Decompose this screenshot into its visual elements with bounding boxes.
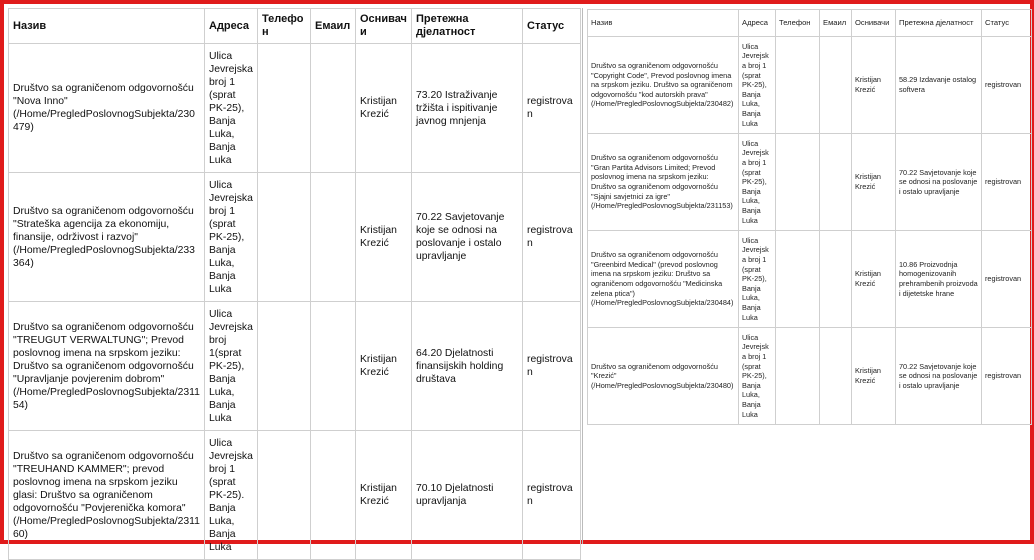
company-founders: Kristijan Krezić	[852, 134, 896, 231]
company-phone	[258, 44, 311, 173]
company-activity: 70.22 Savjetovanje koje se odnosi na poslovanje i ostalo upravljanje	[896, 134, 982, 231]
company-status: registrovan	[982, 231, 1032, 328]
company-address: Ulica Jevrejska broj 1 (sprat PK-25). Banja Luka, Banja Luka	[205, 431, 258, 560]
company-email	[311, 173, 356, 302]
company-address: Ulica Jevrejska broj 1 (sprat PK-25), Banja Luka, Banja Luka	[739, 328, 776, 425]
company-name-link[interactable]: Društvo sa ograničenom odgovornošću "Strateška agencija za ekonomiju, finansije, održivost i razvoj" (/Home/PregledPoslovnogSubjekta/233364)	[9, 173, 205, 302]
company-founders: Kristijan Krezić	[852, 231, 896, 328]
company-name-link[interactable]: Društvo sa ograničenom odgovornošću "Gran Partita Advisors Limited; Prevod poslovnog imena na srpskom jeziku: Društvo sa ograničenom odgovornošću "Sjajni savjetnici za igre" (/Home/PregledPoslovnogSubjekta/231153)	[588, 134, 739, 231]
left-registry-table	[8, 8, 581, 560]
table-row	[588, 134, 1032, 231]
table-header-row	[588, 10, 1032, 37]
company-address: Ulica Jevrejska broj 1 (sprat PK-25), Banja Luka, Banja Luka	[739, 134, 776, 231]
right-registry-panel	[587, 9, 1033, 427]
table-header-row	[9, 9, 581, 44]
header-status[interactable]: Статус	[523, 9, 581, 44]
company-phone	[776, 134, 820, 231]
table-row	[9, 173, 581, 302]
table-row	[588, 37, 1032, 134]
company-phone	[258, 431, 311, 560]
company-activity: 70.22 Savjetovanje koje se odnosi na poslovanje i ostalo upravljanje	[896, 328, 982, 425]
company-activity: 70.10 Djelatnosti upravljanja	[412, 431, 523, 560]
header-activity[interactable]: Претежна дјелатност	[896, 10, 982, 37]
company-activity: 73.20 Istraživanje tržišta i ispitivanje javnog mnjenja	[412, 44, 523, 173]
header-status[interactable]: Статус	[982, 10, 1032, 37]
company-phone	[776, 328, 820, 425]
header-phone[interactable]: Телефон	[776, 10, 820, 37]
company-status: registrovan	[523, 44, 581, 173]
company-phone	[776, 231, 820, 328]
company-status: registrovan	[982, 134, 1032, 231]
company-email	[820, 231, 852, 328]
header-name[interactable]: Назив	[588, 10, 739, 37]
company-email	[311, 431, 356, 560]
company-founders: Kristijan Krezić	[356, 431, 412, 560]
company-address: Ulica Jevrejska broj 1 (sprat PK-25), Banja Luka, Banja Luka	[205, 44, 258, 173]
right-registry-table	[587, 9, 1032, 425]
company-phone	[258, 302, 311, 431]
company-email	[311, 44, 356, 173]
company-status: registrovan	[523, 173, 581, 302]
header-founders[interactable]: Оснивачи	[852, 10, 896, 37]
company-email	[820, 328, 852, 425]
company-activity: 64.20 Djelatnosti finansijskih holding društava	[412, 302, 523, 431]
table-row	[9, 44, 581, 173]
company-founders: Kristijan Krezić	[356, 44, 412, 173]
company-address: Ulica Jevrejska broj 1(sprat PK-25), Banja Luka, Banja Luka	[205, 302, 258, 431]
company-status: registrovan	[523, 431, 581, 560]
company-founders: Kristijan Krezić	[852, 328, 896, 425]
header-address[interactable]: Адреса	[739, 10, 776, 37]
company-address: Ulica Jevrejska broj 1 (sprat PK-25), Banja Luka, Banja Luka	[739, 37, 776, 134]
company-name-link[interactable]: Društvo sa ograničenom odgovornošću "Nova Inno" (/Home/PregledPoslovnogSubjekta/230479)	[9, 44, 205, 173]
table-row	[588, 328, 1032, 425]
table-row	[9, 302, 581, 431]
company-email	[820, 134, 852, 231]
company-name-link[interactable]: Društvo sa ograničenom odgovornošću "TREUHAND KAMMER"; prevod poslovnog imena na srpskom jeziku glasi: Društvo sa ograničenom odgovornošću "Povjerenička komora" (/Home/PregledPoslovnogSubjekta/231160)	[9, 431, 205, 560]
header-name[interactable]: Назив	[9, 9, 205, 44]
company-founders: Kristijan Krezić	[852, 37, 896, 134]
table-row	[588, 231, 1032, 328]
company-activity: 70.22 Savjetovanje koje se odnosi na poslovanje i ostalo upravljanje	[412, 173, 523, 302]
company-founders: Kristijan Krezić	[356, 302, 412, 431]
company-status: registrovan	[982, 328, 1032, 425]
company-email	[820, 37, 852, 134]
company-name-link[interactable]: Društvo sa ograničenom odgovornošću "TREUGUT VERWALTUNG"; Prevod poslovnog imena na srpskom jeziku: Društvo sa ograničenom odgovornošću "Upravljanje povjerenim dobrom" (/Home/PregledPoslovnogSubjekta/231154)	[9, 302, 205, 431]
company-founders: Kristijan Krezić	[356, 173, 412, 302]
header-email[interactable]: Емаил	[820, 10, 852, 37]
header-founders[interactable]: Оснивачи	[356, 9, 412, 44]
company-address: Ulica Jevrejska broj 1 (sprat PK-25), Banja Luka, Banja Luka	[205, 173, 258, 302]
company-phone	[776, 37, 820, 134]
header-address[interactable]: Адреса	[205, 9, 258, 44]
company-activity: 10.86 Proizvodnja homogenizovanih prehrambenih proizvoda i dijetetske hrane	[896, 231, 982, 328]
company-email	[311, 302, 356, 431]
company-address: Ulica Jevrejska broj 1 (sprat PK-25), Banja Luka, Banja Luka	[739, 231, 776, 328]
company-name-link[interactable]: Društvo sa ograničenom odgovornošću "Greenbird Medical" (prevod poslovnog imena na srpskom jeziku: Društvo sa ograničenom odgovornošću "Medicinska zelena ptica") (/Home/PregledPoslovnogSubjekta/230484)	[588, 231, 739, 328]
header-phone[interactable]: Телефон	[258, 9, 311, 44]
company-activity: 58.29 Izdavanje ostalog softvera	[896, 37, 982, 134]
company-status: registrovan	[523, 302, 581, 431]
company-status: registrovan	[982, 37, 1032, 134]
company-name-link[interactable]: Društvo sa ograničenom odgovornošću "Krezić" (/Home/PregledPoslovnogSubjekta/230480)	[588, 328, 739, 425]
table-row	[9, 431, 581, 560]
left-registry-panel	[8, 8, 583, 553]
header-email[interactable]: Емаил	[311, 9, 356, 44]
header-activity[interactable]: Претежна дјелатност	[412, 9, 523, 44]
company-phone	[258, 173, 311, 302]
company-name-link[interactable]: Društvo sa ograničenom odgovornošću "Copyright Code", Prevod poslovnog imena na srpskom jeziku. Društvo sa ograničenom odgovornošću "kod autorskih prava" (/Home/PregledPoslovnogSubjekta/230482)	[588, 37, 739, 134]
